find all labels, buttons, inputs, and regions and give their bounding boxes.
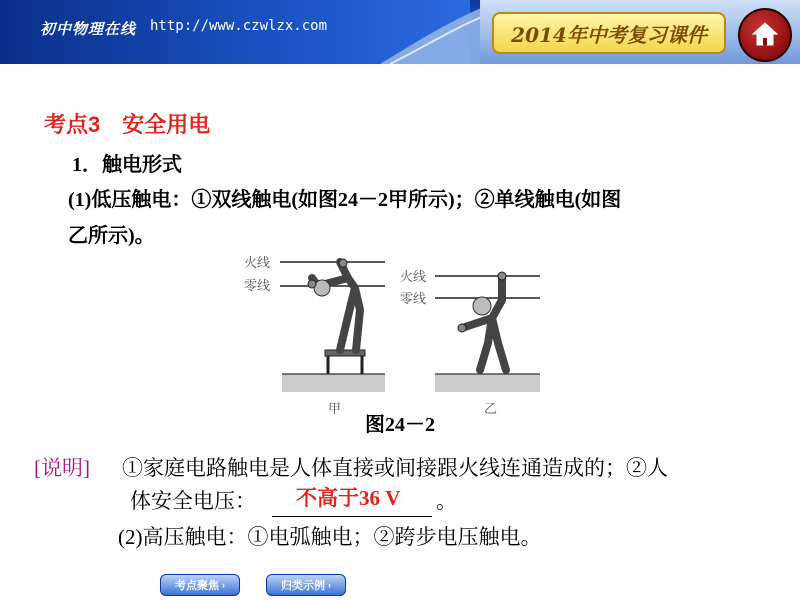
nav-focus-label: 考点聚焦 bbox=[175, 580, 219, 592]
home-button[interactable] bbox=[738, 8, 792, 62]
electric-shock-figure bbox=[240, 248, 560, 420]
figure-caption: 图24－2 bbox=[365, 414, 435, 436]
label-neutral-wire-a: 零线 bbox=[244, 278, 271, 293]
nav-examples-label: 归类示例 bbox=[281, 580, 325, 592]
note-line-1: ①家庭电路触电是人体直接或间接跟火线连通造成的；②人 bbox=[122, 456, 668, 480]
note-label: [说明] bbox=[34, 456, 90, 480]
chevron-right-icon: › bbox=[328, 580, 331, 590]
content-line-3: 乙所示)。 bbox=[68, 225, 155, 247]
course-title: 2014年中考复习课件 bbox=[492, 12, 726, 54]
site-logo: 初中物理在线 bbox=[40, 20, 137, 38]
nav-focus-button[interactable] bbox=[160, 574, 240, 596]
note-line-2-prefix: 体安全电压： bbox=[130, 489, 256, 513]
label-live-wire-b: 火线 bbox=[400, 269, 427, 284]
note-line-2-suffix: 。 bbox=[436, 489, 457, 513]
nav-examples-button[interactable] bbox=[266, 574, 346, 596]
content-line-1: 1．触电形式 bbox=[72, 154, 182, 176]
label-figure-b: 乙 bbox=[484, 401, 498, 416]
label-figure-a: 甲 bbox=[328, 401, 342, 416]
content-line-2: (1)低压触电：①双线触电(如图24－2甲所示)；②单线触电(如图 bbox=[68, 189, 622, 211]
note-line-3: (2)高压触电：①电弧触电；②跨步电压触电。 bbox=[118, 525, 542, 549]
site-url: http://www.czwlzx.com bbox=[150, 18, 328, 34]
section-title: 考点3 安全用电 bbox=[44, 112, 211, 137]
figure-panel-a bbox=[244, 255, 385, 416]
label-neutral-wire-b: 零线 bbox=[400, 291, 427, 306]
figure-panel-b bbox=[400, 269, 540, 416]
chevron-right-icon: › bbox=[222, 580, 225, 590]
label-live-wire-a: 火线 bbox=[244, 255, 271, 270]
answer-text: 不高于36 V bbox=[296, 486, 401, 510]
home-icon bbox=[751, 20, 779, 48]
